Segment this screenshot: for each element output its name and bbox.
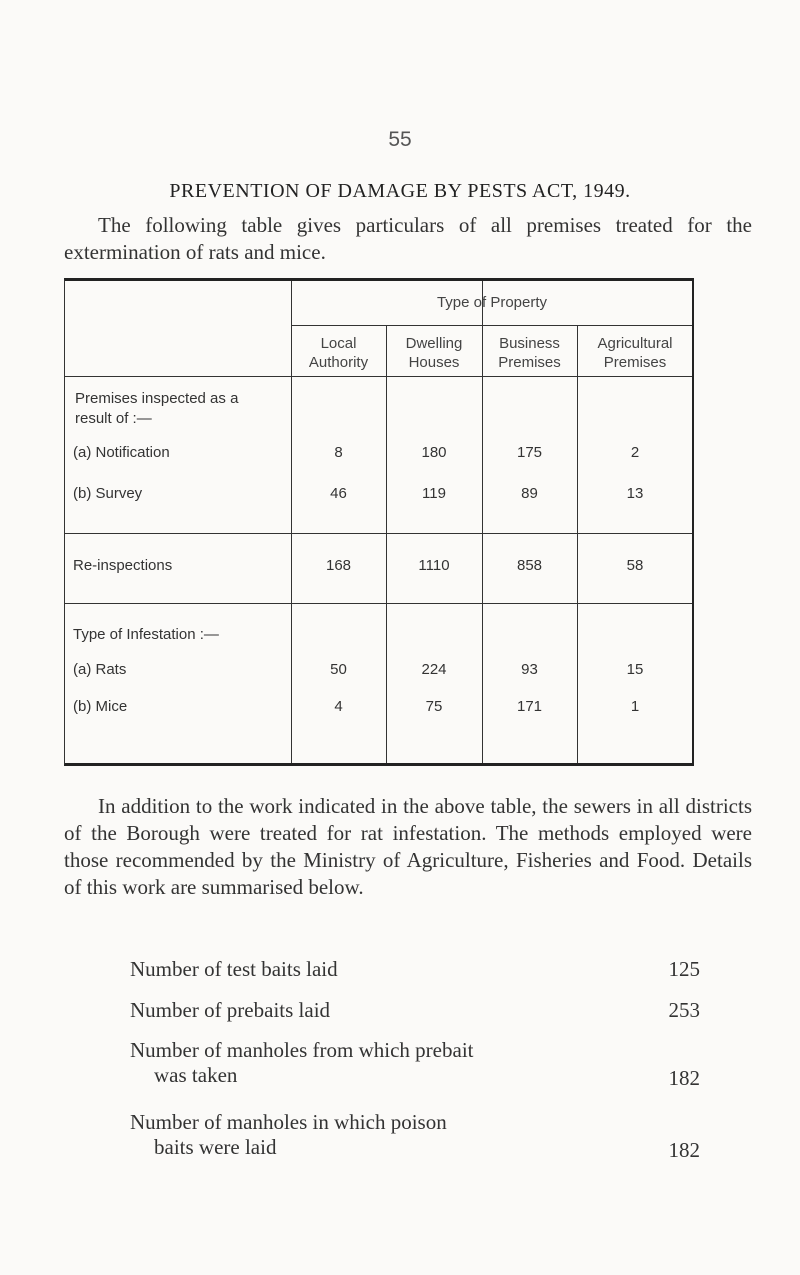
section-label: Premises inspected as a result of :—: [75, 390, 239, 427]
summary-label: baits were laid: [154, 1135, 277, 1159]
table-divider: [65, 533, 692, 534]
table-divider: [291, 325, 692, 326]
table-cell: 858: [516, 557, 543, 574]
group-header: Type of Property: [436, 294, 548, 311]
summary-label: Number of manholes in which poison: [130, 1110, 447, 1134]
table-cell: 4: [334, 698, 343, 715]
table-cell: 58: [626, 557, 644, 574]
table-cell: 1: [630, 698, 640, 715]
table-cell: 168: [325, 557, 352, 574]
summary-item: [130, 998, 700, 1026]
column-header: Local Authority: [308, 335, 369, 371]
pest-treatment-table: [64, 278, 694, 766]
summary-value: 125: [668, 957, 700, 981]
table-cell: 8: [334, 444, 343, 461]
table-cell: 175: [516, 444, 543, 461]
column-header: Dwelling Houses: [405, 335, 463, 371]
row-label: Re-inspections: [73, 557, 173, 574]
summary-item: [130, 1110, 700, 1166]
table-cell: 2: [630, 444, 640, 461]
summary-label: Number of manholes from which prebait: [130, 1038, 474, 1062]
body-paragraph: In addition to the work indicated in the above table, the sewers in all districts of the Borough were treated for rat infestation. The methods employed were those recommended by the Ministry of Agriculture, Fisheries and Food. Details of this work are summarised below.: [64, 794, 752, 899]
column-header: Agricultural Premises: [597, 335, 673, 371]
table-cell: 13: [626, 485, 644, 502]
table-divider: [65, 376, 692, 377]
intro-paragraph: The following table gives particulars of all premises treated for the extermination of rats and mice.: [64, 213, 752, 264]
summary-item: [130, 957, 700, 985]
page-number: 55: [388, 128, 412, 151]
table-cell: 180: [421, 444, 447, 461]
summary-item: [130, 1038, 700, 1094]
summary-label: Number of prebaits laid: [130, 998, 331, 1022]
row-label: (a) Notification: [73, 444, 170, 461]
table-cell: 93: [521, 661, 538, 678]
summary-value: 182: [668, 1066, 700, 1090]
table-cell: 75: [425, 698, 443, 715]
summary-label: Number of test baits laid: [130, 957, 338, 981]
table-cell: 46: [330, 485, 347, 502]
summary-value: 253: [668, 998, 700, 1022]
summary-label: was taken: [154, 1063, 238, 1087]
table-cell: 1110: [418, 557, 450, 574]
column-header: Business Premises: [498, 335, 561, 371]
row-label: (a) Rats: [73, 661, 127, 678]
summary-value: 182: [668, 1138, 700, 1162]
table-cell: 15: [626, 661, 644, 678]
row-label: (b) Mice: [73, 698, 128, 715]
table-divider: [65, 603, 692, 604]
table-cell: 224: [421, 661, 447, 678]
table-cell: 89: [521, 485, 538, 502]
page-title: PREVENTION OF DAMAGE BY PESTS ACT, 1949.: [169, 180, 631, 202]
table-cell: 50: [330, 661, 347, 678]
table-cell: 171: [516, 698, 543, 715]
row-label: (b) Survey: [73, 485, 143, 502]
table-cell: 119: [422, 485, 446, 502]
section-label: Type of Infestation :—: [73, 626, 219, 643]
